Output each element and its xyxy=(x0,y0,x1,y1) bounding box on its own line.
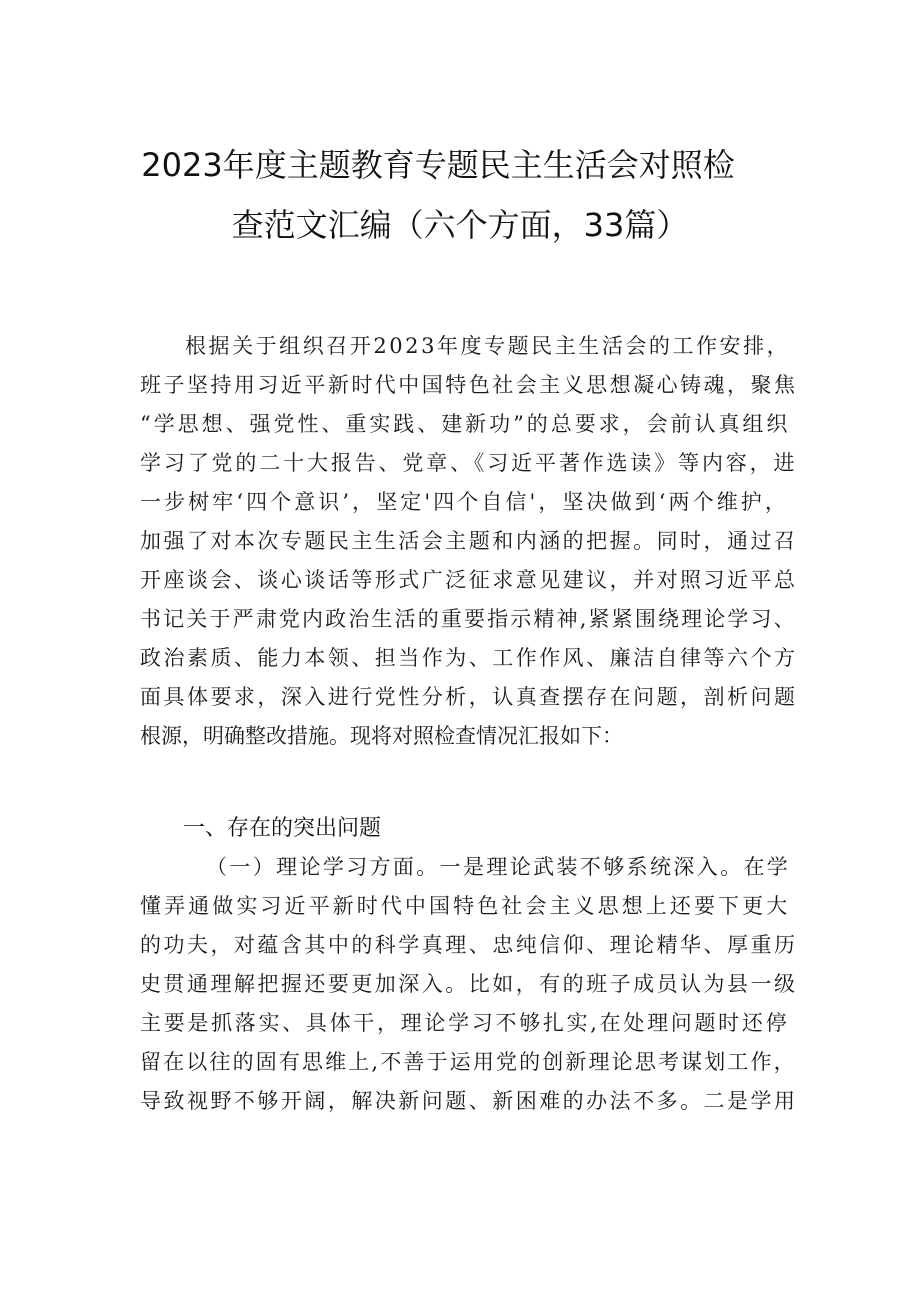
text-line: 加强了对本次专题民主生活会主题和内涵的把握。同时，通过召 xyxy=(140,529,798,553)
document-title-line-2: 查范文汇编（六个方面，33篇） xyxy=(231,206,689,244)
text-line: 的功夫，对蕴含其中的科学真理、忠纯信仰、理论精华、厚重历 xyxy=(140,933,798,957)
text-line: 一步树牢‘四个意识’，坚定'四个自信'，坚决做到‘两个维护， xyxy=(140,490,789,514)
text-line: 导致视野不够开阔，解决新问题、新困难的办法不多。二是学用 xyxy=(140,1089,798,1113)
text-line: “学思想、强党性、重实践、建新功”的总要求，会前认真组织 xyxy=(140,412,791,436)
text-line: 根据关于组织召开2023年度专题民主生活会的工作安排， xyxy=(185,334,791,358)
text-line: 懂弄通做实习近平新时代中国特色社会主义思想上还要下更大 xyxy=(140,894,791,918)
text-line: 主要是抓落实、具体干，理论学习不够扎实,在处理问题时还停 xyxy=(140,1011,790,1035)
text-line: 史贯通理解把握还要更加深入。比如，有的班子成员认为县一级 xyxy=(140,972,798,996)
text-line: 开座谈会、谈心谈话等形式广泛征求意见建议，并对照习近平总 xyxy=(140,568,798,592)
text-line: 政治素质、能力本领、担当作为、工作作风、廉洁自律等六个方 xyxy=(140,646,798,670)
text-line: 书记关于严肃党内政治生活的重要指示精神,紧紧围绕理论学习、 xyxy=(140,607,797,631)
text-line: （一）理论学习方面。一是理论武装不够系统深入。在学 xyxy=(206,855,791,879)
text-line: 学习了党的二十大报告、党章、《习近平著作选读》等内容，进 xyxy=(140,451,798,475)
text-line: 面具体要求，深入进行党性分析，认真查摆存在问题，剖析问题 xyxy=(140,685,798,709)
section-heading: 一、存在的突出问题 xyxy=(183,816,382,841)
document-title-line-1: 2023年度主题教育专题民主生活会对照检 xyxy=(141,146,735,184)
text-line: 根源，明确整改措施。现将对照检查情况汇报如下： xyxy=(140,724,623,748)
text-line: 班子坚持用习近平新时代中国特色社会主义思想凝心铸魂，聚焦 xyxy=(140,373,798,397)
text-line: 留在以往的固有思维上,不善于运用党的创新理论思考谋划工作， xyxy=(140,1050,797,1074)
